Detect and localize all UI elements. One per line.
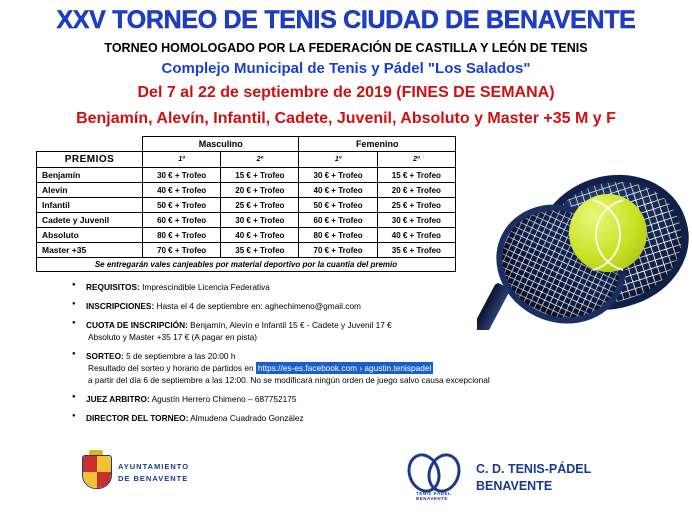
table-row (37, 168, 456, 183)
ayuntamiento-crest-icon (82, 455, 112, 491)
prizes-table-wrapper (36, 136, 456, 272)
table-header-row-groups (37, 137, 456, 152)
detail-label: JUEZ ARBITRO: (86, 394, 150, 405)
row-cell: 30 € + Trofeo (221, 213, 299, 228)
detail-text: 5 de septiembre a las 20:00 h (123, 351, 236, 362)
table-row (37, 198, 456, 213)
row-category: Master +35 (37, 243, 143, 258)
row-category: Benjamín (37, 168, 143, 183)
table-header-row-ordinals (37, 152, 456, 168)
crest-quadrant (97, 456, 111, 472)
detail-sorteo-line2 (86, 362, 542, 374)
club-name-line-1: C. D. TENIS-PÁDEL (476, 462, 592, 476)
crest-quadrant (83, 456, 97, 472)
row-cell: 30 € + Trofeo (299, 168, 377, 183)
categories-line: Benjamín, Alevín, Infantil, Cadete, Juvenil, Absoluto y Master +35 M y F (76, 110, 616, 127)
header-masculino: Masculino (143, 137, 299, 152)
detail-label: INSCRIPCIONES: (86, 301, 155, 312)
row-cell: 70 € + Trofeo (299, 243, 377, 258)
row-cell: 15 € + Trofeo (221, 168, 299, 183)
page-title: XXV TORNEO DE TENIS CIUDAD DE BENAVENTE (56, 6, 636, 34)
table-corner-blank (37, 137, 143, 152)
prizes-footnote: Se entregarán vales canjeables por material deportivo por la cuantía del premio (37, 258, 456, 272)
row-cell: 50 € + Trofeo (143, 198, 221, 213)
detail-text-prefix: Resultado del sorteo y horario de partidos en (88, 363, 256, 374)
detail-cuota (72, 319, 542, 343)
row-cell: 30 € + Trofeo (377, 213, 455, 228)
ayuntamiento-line-1: AYUNTAMIENTO (118, 462, 190, 471)
table-row (37, 243, 456, 258)
footer (0, 451, 692, 517)
detail-sorteo-line3: a partir del día 6 de septiembre a las 12:00. No se modificará ningún orden de juego salvo causa excepcional (88, 375, 490, 386)
ayuntamiento-text (118, 461, 189, 485)
detail-requisitos (72, 281, 542, 293)
club-logo-caption: TENIS PÁDEL BENAVENTE (416, 491, 452, 501)
row-cell: 60 € + Trofeo (299, 213, 377, 228)
crest-shield-icon (82, 455, 112, 489)
detail-label: CUOTA DE INSCRIPCIÓN: (86, 320, 188, 331)
tennis-ball-icon (569, 194, 647, 272)
row-cell: 60 € + Trofeo (143, 213, 221, 228)
row-cell: 35 € + Trofeo (221, 243, 299, 258)
prizes-table (36, 136, 456, 272)
header-premios: PREMIOS (37, 152, 143, 168)
table-row (37, 183, 456, 198)
row-cell: 20 € + Trofeo (221, 183, 299, 198)
details-list (72, 281, 542, 424)
detail-sorteo (72, 350, 542, 386)
table-row (37, 228, 456, 243)
facebook-link[interactable]: https://es-es.facebook.com › agustin.tenispadel (257, 363, 432, 374)
header-m-2: 2º (221, 152, 299, 168)
detail-label: REQUISITOS: (86, 282, 140, 292)
detail-director (72, 412, 542, 424)
row-cell: 40 € + Trofeo (377, 228, 455, 243)
venue-line: Complejo Municipal de Tenis y Pádel "Los Salados" (161, 60, 531, 77)
detail-text: Benjamín, Alevín e Infantil 15 € - Cadete y Juvenil 17 € (187, 320, 392, 331)
row-cell: 50 € + Trofeo (299, 198, 377, 213)
header-m-1: 1º (143, 152, 221, 168)
row-cell: 15 € + Trofeo (377, 168, 455, 183)
row-cell: 30 € + Trofeo (143, 168, 221, 183)
row-cell: 20 € + Trofeo (377, 183, 455, 198)
crest-quadrant (83, 472, 97, 488)
row-cell: 40 € + Trofeo (221, 228, 299, 243)
row-category: Absoluto (37, 228, 143, 243)
header-f-2: 2º (377, 152, 455, 168)
row-cell: 70 € + Trofeo (143, 243, 221, 258)
detail-inscripciones (72, 300, 542, 312)
detail-text: Agustín Herrero Chimeno – 687752175 (149, 394, 297, 405)
table-row (37, 213, 456, 228)
detail-label: DIRECTOR DEL TORNEO: (86, 413, 189, 424)
detail-text: Hasta el 4 de septiembre en: aghechimeno@gmail.com (154, 301, 361, 312)
row-cell: 25 € + Trofeo (221, 198, 299, 213)
detail-juez-arbitro (72, 393, 542, 405)
row-cell: 40 € + Trofeo (143, 183, 221, 198)
row-cell: 40 € + Trofeo (299, 183, 377, 198)
detail-label: SORTEO: (86, 351, 124, 362)
detail-text: Almudena Cuadrado González (188, 413, 304, 424)
row-cell: 80 € + Trofeo (299, 228, 377, 243)
detail-text-line2: Absoluto y Master +35 17 € (A pagar en pista) (88, 332, 258, 343)
header-f-1: 1º (299, 152, 377, 168)
club-logo-icon (400, 451, 466, 509)
row-category: Cadete y Juvenil (37, 213, 143, 228)
crest-quadrant (97, 472, 111, 488)
row-cell: 80 € + Trofeo (143, 228, 221, 243)
table-footnote-row (37, 258, 456, 272)
club-name-line-2: BENAVENTE (476, 478, 553, 493)
ayuntamiento-line-2: DE BENAVENTE (118, 474, 189, 483)
row-category: Alevín (37, 183, 143, 198)
detail-text: Imprescindible Licencia Federativa (139, 282, 270, 292)
homologation-subtitle: TORNEO HOMOLOGADO POR LA FEDERACIÓN DE CASTILLA Y LEÓN DE TENIS (104, 41, 588, 55)
header-femenino: Femenino (299, 137, 456, 152)
row-category: Infantil (37, 198, 143, 213)
dates-line: Del 7 al 22 de septiembre de 2019 (FINES DE SEMANA) (137, 84, 555, 101)
row-cell: 35 € + Trofeo (377, 243, 455, 258)
row-cell: 25 € + Trofeo (377, 198, 455, 213)
club-name (476, 461, 591, 495)
